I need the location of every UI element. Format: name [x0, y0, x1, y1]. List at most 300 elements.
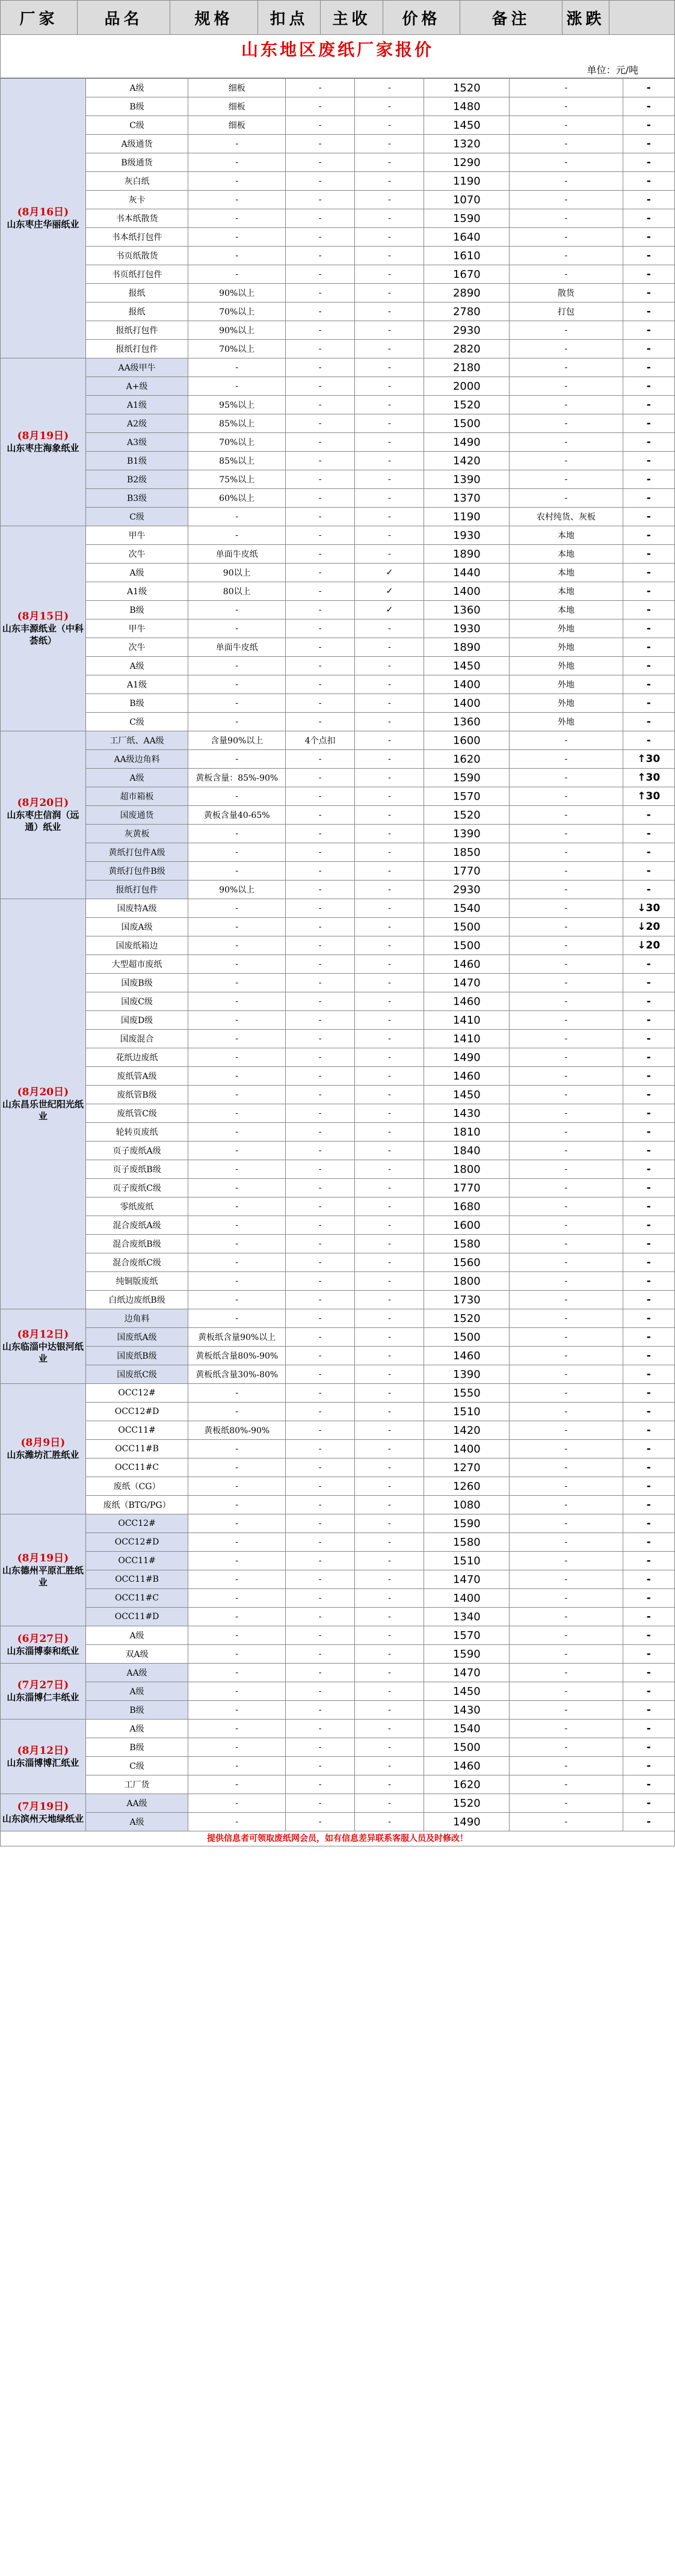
spec-cell: 90以上: [188, 564, 286, 582]
product-cell: 废纸（CG）: [85, 1477, 188, 1496]
factory-date: (8月19日): [17, 1552, 69, 1564]
price-cell: 1570: [424, 1626, 510, 1645]
note-cell: -: [510, 1365, 623, 1384]
table-row: [1, 1794, 675, 1813]
price-cell: 1600: [424, 731, 510, 750]
main-cell: -: [355, 1701, 424, 1720]
product-cell: A1级: [85, 582, 188, 601]
price-cell: 1490: [424, 1048, 510, 1067]
deduction-cell: -: [286, 1030, 355, 1048]
main-cell: -: [355, 1440, 424, 1459]
spec-cell: -: [188, 1309, 286, 1328]
table-row: [1, 974, 675, 992]
price-cell: 1730: [424, 1291, 510, 1309]
price-cell: 1390: [424, 1365, 510, 1384]
table-row: [1, 191, 675, 209]
price-cell: 1400: [424, 675, 510, 694]
spec-cell: -: [188, 172, 286, 191]
note-cell: 外地: [510, 675, 623, 694]
main-cell: -: [355, 1403, 424, 1421]
price-cell: 1520: [424, 1309, 510, 1328]
note-cell: -: [510, 1459, 623, 1477]
table-header: [0, 0, 675, 35]
product-cell: 废纸管B级: [85, 1086, 188, 1104]
product-cell: 大型超市废纸: [85, 955, 188, 974]
price-cell: 1490: [424, 433, 510, 452]
table-row: [1, 1384, 675, 1403]
price-cell: 1800: [424, 1160, 510, 1179]
price-cell: 1510: [424, 1552, 510, 1570]
spec-cell: -: [188, 1794, 286, 1813]
spec-cell: -: [188, 1701, 286, 1720]
main-cell: -: [355, 769, 424, 787]
note-cell: -: [510, 209, 623, 228]
table-row: [1, 1459, 675, 1477]
main-cell: -: [355, 340, 424, 358]
product-cell: 黄纸打包件B级: [85, 862, 188, 881]
table-row: [1, 918, 675, 936]
change-cell: -: [623, 79, 674, 97]
deduction-cell: -: [286, 825, 355, 843]
factory-date: (8月16日): [17, 206, 69, 218]
price-cell: 1360: [424, 601, 510, 619]
product-cell: A级通货: [85, 135, 188, 153]
price-cell: 1520: [424, 806, 510, 825]
table-row: [1, 153, 675, 172]
note-cell: -: [510, 1608, 623, 1626]
note-cell: -: [510, 1626, 623, 1645]
note-cell: -: [510, 1291, 623, 1309]
product-cell: AA级: [85, 1794, 188, 1813]
product-cell: B级: [85, 694, 188, 713]
note-cell: -: [510, 135, 623, 153]
deduction-cell: -: [286, 1328, 355, 1347]
note-cell: -: [510, 97, 623, 116]
spec-cell: -: [188, 1477, 286, 1496]
factory-name: 山东滨州天地绿纸业: [2, 1813, 84, 1824]
change-cell: -: [623, 1608, 674, 1626]
price-cell: 1190: [424, 172, 510, 191]
deduction-cell: -: [286, 116, 355, 135]
note-cell: 打包: [510, 303, 623, 321]
spec-cell: -: [188, 1384, 286, 1403]
spec-cell: -: [188, 750, 286, 769]
deduction-cell: -: [286, 1664, 355, 1682]
factory-date: (8月19日): [17, 430, 69, 442]
note-cell: -: [510, 414, 623, 433]
deduction-cell: -: [286, 862, 355, 881]
factory-cell: [1, 899, 86, 1309]
table-row: [1, 713, 675, 731]
table-row: [1, 1403, 675, 1421]
change-cell: -: [623, 1048, 674, 1067]
spec-cell: -: [188, 955, 286, 974]
spec-cell: -: [188, 1216, 286, 1235]
product-cell: 国废特A级: [85, 899, 188, 918]
spec-cell: -: [188, 1048, 286, 1067]
table-row: [1, 396, 675, 414]
main-cell: -: [355, 97, 424, 116]
product-cell: A级: [85, 564, 188, 582]
change-cell: -: [623, 1403, 674, 1421]
main-cell: -: [355, 1197, 424, 1216]
deduction-cell: -: [286, 358, 355, 377]
change-cell: -: [623, 619, 674, 638]
spec-cell: 细板: [188, 97, 286, 116]
note-cell: -: [510, 358, 623, 377]
spec-cell: 85%以上: [188, 452, 286, 470]
product-cell: AA级: [85, 1664, 188, 1682]
product-cell: OCC11#: [85, 1552, 188, 1570]
main-cell: -: [355, 1626, 424, 1645]
price-cell: 1580: [424, 1533, 510, 1552]
note-cell: -: [510, 1589, 623, 1608]
deduction-cell: -: [286, 1067, 355, 1086]
change-cell: -: [623, 675, 674, 694]
spec-cell: -: [188, 1123, 286, 1142]
main-cell: -: [355, 1291, 424, 1309]
table-row: [1, 1682, 675, 1701]
product-cell: OCC11#D: [85, 1608, 188, 1626]
price-cell: 1410: [424, 1030, 510, 1048]
table-row: [1, 284, 675, 303]
product-cell: 次牛: [85, 545, 188, 564]
main-cell: -: [355, 1720, 424, 1738]
main-cell: -: [355, 657, 424, 675]
deduction-cell: -: [286, 694, 355, 713]
price-cell: 1320: [424, 135, 510, 153]
change-cell: -: [623, 1309, 674, 1328]
deduction-cell: -: [286, 881, 355, 899]
price-cell: 1520: [424, 396, 510, 414]
deduction-cell: -: [286, 806, 355, 825]
main-cell: -: [355, 1813, 424, 1831]
deduction-cell: -: [286, 1496, 355, 1514]
spec-cell: 细板: [188, 116, 286, 135]
product-cell: 国废B级: [85, 974, 188, 992]
price-cell: 1620: [424, 750, 510, 769]
table-row: [1, 1421, 675, 1440]
main-cell: -: [355, 955, 424, 974]
change-cell: -: [623, 1272, 674, 1291]
deduction-cell: -: [286, 284, 355, 303]
table-row: [1, 1309, 675, 1328]
spec-cell: -: [188, 1030, 286, 1048]
product-cell: 废纸（BTG/PG）: [85, 1496, 188, 1514]
note-cell: -: [510, 1253, 623, 1272]
deduction-cell: -: [286, 1421, 355, 1440]
price-cell: 1390: [424, 825, 510, 843]
main-cell: -: [355, 265, 424, 284]
main-cell: -: [355, 1328, 424, 1347]
main-cell: -: [355, 1123, 424, 1142]
table-row: [1, 545, 675, 564]
product-cell: 书本纸打包件: [85, 228, 188, 247]
table-row: [1, 1757, 675, 1775]
table-row: [1, 601, 675, 619]
header-cell: 主收: [321, 1, 383, 34]
price-cell: 2890: [424, 284, 510, 303]
note-cell: -: [510, 1309, 623, 1328]
price-cell: 1890: [424, 638, 510, 657]
deduction-cell: -: [286, 1216, 355, 1235]
price-cell: 1770: [424, 862, 510, 881]
price-cell: 1480: [424, 97, 510, 116]
product-cell: A级: [85, 79, 188, 97]
spec-cell: 含量90%以上: [188, 731, 286, 750]
main-cell: -: [355, 1384, 424, 1403]
header-cell: 涨跌: [562, 1, 609, 34]
product-cell: C级: [85, 1757, 188, 1775]
factory-date: (7月19日): [17, 1800, 69, 1813]
product-cell: A级: [85, 657, 188, 675]
main-cell: -: [355, 1552, 424, 1570]
factory-cell: [1, 79, 86, 358]
product-cell: 书本纸散货: [85, 209, 188, 228]
spec-cell: 黄板纸80%-90%: [188, 1421, 286, 1440]
main-cell: -: [355, 1179, 424, 1197]
deduction-cell: -: [286, 321, 355, 340]
deduction-cell: -: [286, 1720, 355, 1738]
table-row: [1, 414, 675, 433]
deduction-cell: -: [286, 1365, 355, 1384]
deduction-cell: -: [286, 1757, 355, 1775]
product-cell: 国废A级: [85, 918, 188, 936]
deduction-cell: -: [286, 564, 355, 582]
spec-cell: -: [188, 1514, 286, 1533]
spec-cell: -: [188, 358, 286, 377]
main-cell: -: [355, 135, 424, 153]
deduction-cell: -: [286, 1682, 355, 1701]
main-cell: -: [355, 881, 424, 899]
table-row: [1, 1589, 675, 1608]
product-cell: 边角料: [85, 1309, 188, 1328]
change-cell: -: [623, 191, 674, 209]
table-row: [1, 787, 675, 806]
deduction-cell: -: [286, 191, 355, 209]
price-cell: 1540: [424, 899, 510, 918]
spec-cell: -: [188, 974, 286, 992]
table-row: [1, 1477, 675, 1496]
price-cell: 1270: [424, 1459, 510, 1477]
deduction-cell: -: [286, 675, 355, 694]
note-cell: -: [510, 1701, 623, 1720]
change-cell: -: [623, 340, 674, 358]
deduction-cell: -: [286, 1011, 355, 1030]
change-cell: -: [623, 153, 674, 172]
main-cell: -: [355, 545, 424, 564]
table-row: [1, 265, 675, 284]
product-cell: 报纸: [85, 284, 188, 303]
spec-cell: -: [188, 1738, 286, 1757]
price-cell: 1370: [424, 489, 510, 508]
spec-cell: -: [188, 657, 286, 675]
change-cell: -: [623, 1421, 674, 1440]
table-row: [1, 564, 675, 582]
price-cell: 1450: [424, 1086, 510, 1104]
factory-name: 山东临淄中达银河纸业: [2, 1341, 84, 1364]
price-cell: 1510: [424, 1403, 510, 1421]
table-row: [1, 340, 675, 358]
spec-cell: 95%以上: [188, 396, 286, 414]
price-cell: 1190: [424, 508, 510, 526]
product-cell: OCC12#D: [85, 1403, 188, 1421]
spec-cell: -: [188, 153, 286, 172]
note-cell: -: [510, 1514, 623, 1533]
deduction-cell: -: [286, 657, 355, 675]
price-cell: 1550: [424, 1384, 510, 1403]
table-row: [1, 470, 675, 489]
main-cell: -: [355, 750, 424, 769]
spec-cell: -: [188, 1496, 286, 1514]
change-cell: -: [623, 1440, 674, 1459]
note-cell: -: [510, 936, 623, 955]
note-cell: -: [510, 1682, 623, 1701]
change-cell: -: [623, 1496, 674, 1514]
change-cell: -: [623, 209, 674, 228]
spec-cell: -: [188, 1160, 286, 1179]
spec-cell: -: [188, 918, 286, 936]
change-cell: -: [623, 1514, 674, 1533]
spec-cell: -: [188, 1011, 286, 1030]
change-cell: -: [623, 284, 674, 303]
spec-cell: -: [188, 713, 286, 731]
spec-cell: -: [188, 265, 286, 284]
main-cell: -: [355, 1794, 424, 1813]
note-cell: -: [510, 1813, 623, 1831]
note-cell: -: [510, 1048, 623, 1067]
change-cell: -: [623, 1365, 674, 1384]
note-cell: 外地: [510, 694, 623, 713]
change-cell: -: [623, 97, 674, 116]
main-cell: -: [355, 1496, 424, 1514]
deduction-cell: -: [286, 601, 355, 619]
deduction-cell: -: [286, 489, 355, 508]
main-cell: -: [355, 1738, 424, 1757]
deduction-cell: -: [286, 1142, 355, 1160]
spec-cell: -: [188, 1682, 286, 1701]
price-cell: 1390: [424, 470, 510, 489]
price-cell: 1460: [424, 992, 510, 1011]
deduction-cell: -: [286, 1235, 355, 1253]
table-row: [1, 1048, 675, 1067]
table-row: [1, 881, 675, 899]
note-cell: -: [510, 1272, 623, 1291]
change-cell: -: [623, 1477, 674, 1496]
factory-cell: [1, 1309, 86, 1384]
note-cell: -: [510, 433, 623, 452]
note-cell: -: [510, 825, 623, 843]
change-cell: -: [623, 1253, 674, 1272]
spec-cell: -: [188, 1104, 286, 1123]
price-cell: 1580: [424, 1235, 510, 1253]
product-cell: 页子废纸B级: [85, 1160, 188, 1179]
spec-cell: -: [188, 1253, 286, 1272]
main-cell: -: [355, 489, 424, 508]
note-cell: -: [510, 731, 623, 750]
factory-name: 山东枣庄华丽纸业: [7, 219, 79, 230]
note-cell: -: [510, 1738, 623, 1757]
main-cell: -: [355, 638, 424, 657]
note-cell: -: [510, 862, 623, 881]
deduction-cell: -: [286, 713, 355, 731]
main-cell: -: [355, 1421, 424, 1440]
change-cell: -: [623, 713, 674, 731]
spec-cell: -: [188, 1235, 286, 1253]
note-cell: -: [510, 1440, 623, 1459]
factory-name: 山东淄博仁丰纸业: [7, 1692, 79, 1703]
change-cell: -: [623, 825, 674, 843]
table-row: [1, 1775, 675, 1794]
factory-date: (8月9日): [20, 1437, 66, 1449]
main-cell: -: [355, 1645, 424, 1664]
price-cell: 1080: [424, 1496, 510, 1514]
factory-cell: [1, 1514, 86, 1626]
price-cell: 1800: [424, 1272, 510, 1291]
spec-cell: -: [188, 1626, 286, 1645]
change-cell: -: [623, 1626, 674, 1645]
main-cell: -: [355, 843, 424, 862]
price-cell: 1680: [424, 1197, 510, 1216]
spec-cell: -: [188, 228, 286, 247]
change-cell: -: [623, 526, 674, 545]
main-cell: -: [355, 303, 424, 321]
deduction-cell: -: [286, 1570, 355, 1589]
main-cell: -: [355, 787, 424, 806]
product-cell: 混合废纸A级: [85, 1216, 188, 1235]
product-cell: 双A级: [85, 1645, 188, 1664]
spec-cell: -: [188, 1142, 286, 1160]
price-cell: 1490: [424, 1813, 510, 1831]
header-cell: 价格: [383, 1, 460, 34]
spec-cell: -: [188, 1552, 286, 1570]
spec-cell: -: [188, 247, 286, 265]
product-cell: 报纸: [85, 303, 188, 321]
spec-cell: -: [188, 1291, 286, 1309]
table-row: [1, 135, 675, 153]
product-cell: B级: [85, 601, 188, 619]
main-cell: -: [355, 862, 424, 881]
deduction-cell: -: [286, 265, 355, 284]
note-cell: -: [510, 769, 623, 787]
spec-cell: 70%以上: [188, 433, 286, 452]
spec-cell: 80以上: [188, 582, 286, 601]
unit-label: 单位：元/吨: [0, 63, 675, 78]
deduction-cell: -: [286, 1533, 355, 1552]
deduction-cell: -: [286, 1272, 355, 1291]
main-cell: -: [355, 1067, 424, 1086]
spec-cell: -: [188, 209, 286, 228]
product-cell: C级: [85, 116, 188, 135]
factory-date: (8月20日): [17, 797, 69, 809]
change-cell: -: [623, 564, 674, 582]
main-cell: -: [355, 918, 424, 936]
product-cell: B级: [85, 1701, 188, 1720]
note-cell: -: [510, 1160, 623, 1179]
table-row: [1, 1664, 675, 1682]
spec-cell: -: [188, 1645, 286, 1664]
deduction-cell: -: [286, 1589, 355, 1608]
note-cell: 农村纯货、灰板: [510, 508, 623, 526]
table-row: [1, 1701, 675, 1720]
price-cell: 1400: [424, 694, 510, 713]
table-row: [1, 806, 675, 825]
deduction-cell: -: [286, 1701, 355, 1720]
price-cell: 1520: [424, 1794, 510, 1813]
table-row: [1, 899, 675, 918]
deduction-cell: -: [286, 1048, 355, 1067]
spec-cell: -: [188, 1067, 286, 1086]
